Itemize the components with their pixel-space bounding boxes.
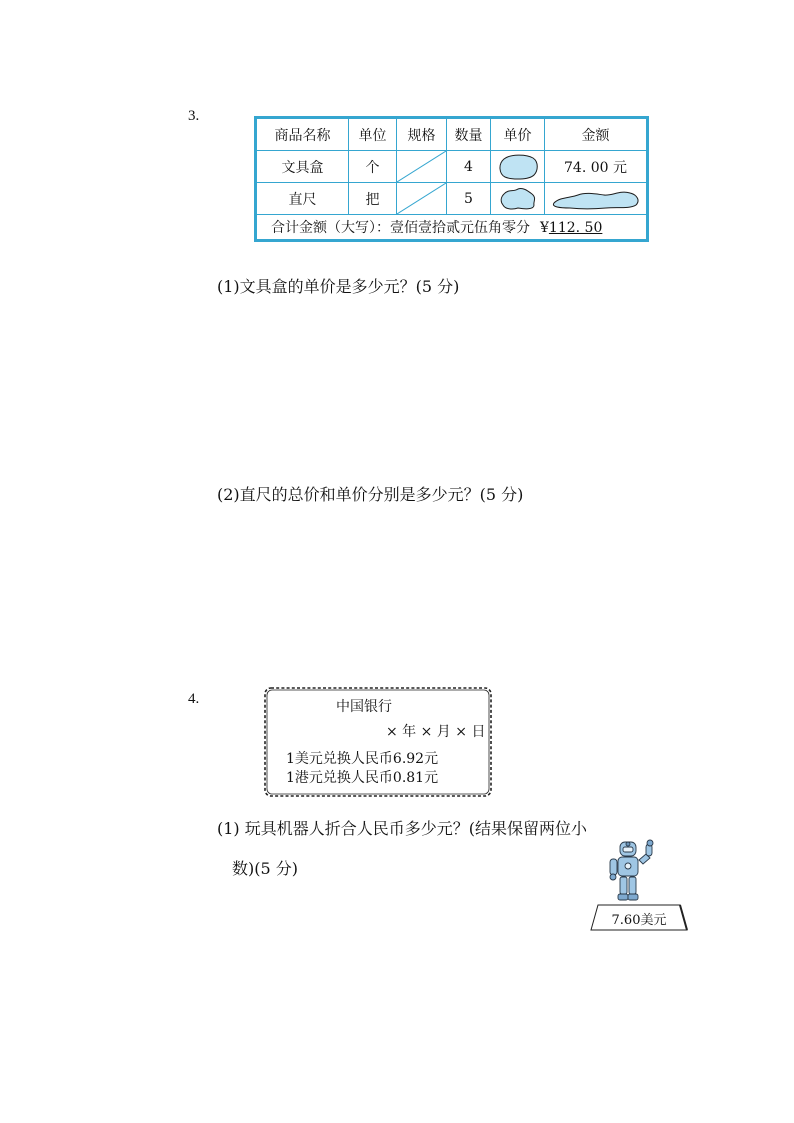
spec-cell-blank — [397, 151, 447, 183]
price-tag-label: 7.60美元 — [611, 913, 667, 928]
unit-price-hidden — [491, 183, 545, 215]
item-amount: 74. 00 元 — [545, 151, 647, 183]
total-cell — [257, 215, 647, 240]
total-label: 合计金额（大写）：壹佰壹拾贰元伍角零分 — [271, 220, 530, 236]
table-total-row — [257, 215, 647, 240]
ink-blot-icon — [498, 186, 538, 212]
currency-symbol: ¥ — [540, 220, 549, 236]
header-cell: 商品名称 — [257, 119, 349, 151]
table-row — [257, 183, 647, 215]
exchange-rate-hkd: 1港元兑换人民币0.81元 — [286, 770, 439, 786]
ink-blot-icon — [496, 153, 540, 181]
header-cell: 单价 — [491, 119, 545, 151]
bank-rate-notice — [262, 685, 494, 799]
item-unit: 个 — [349, 151, 397, 183]
item-qty: 5 — [447, 183, 491, 215]
diagonal-slash — [397, 183, 446, 214]
header-cell: 数量 — [447, 119, 491, 151]
table-row — [257, 151, 647, 183]
item-unit: 把 — [349, 183, 397, 215]
q3-subquestion-1: (1)文具盒的单价是多少元？(5 分) — [217, 277, 460, 296]
question-3-number: 3. — [188, 108, 200, 124]
header-cell: 单位 — [349, 119, 397, 151]
unit-price-hidden — [491, 151, 545, 183]
receipt-table — [254, 116, 649, 242]
item-name: 直尺 — [257, 183, 349, 215]
item-name: 文具盒 — [257, 151, 349, 183]
toy-robot-icon — [588, 836, 664, 906]
amount-hidden — [545, 183, 647, 215]
diagonal-slash — [397, 151, 446, 182]
bank-name: 中国银行 — [336, 699, 392, 715]
exchange-rate-usd: 1美元兑换人民币6.92元 — [286, 751, 439, 767]
q3-subquestion-2: (2)直尺的总价和单价分别是多少元？(5 分) — [217, 485, 524, 504]
header-cell: 金额 — [545, 119, 647, 151]
q4-subquestion-1-line1: (1) 玩具机器人折合人民币多少元？(结果保留两位小 — [217, 819, 587, 838]
ink-blot-icon — [550, 187, 642, 211]
spec-cell-blank — [397, 183, 447, 215]
item-qty: 4 — [447, 151, 491, 183]
bank-date: × 年 × 月 × 日 — [386, 724, 486, 740]
question-4-number: 4. — [188, 691, 200, 707]
header-cell: 规格 — [397, 119, 447, 151]
total-value: 112. 50 — [548, 220, 603, 236]
q4-subquestion-1-line2: 数)(5 分) — [232, 859, 298, 878]
table-header-row — [257, 119, 647, 151]
price-tag — [590, 904, 688, 931]
